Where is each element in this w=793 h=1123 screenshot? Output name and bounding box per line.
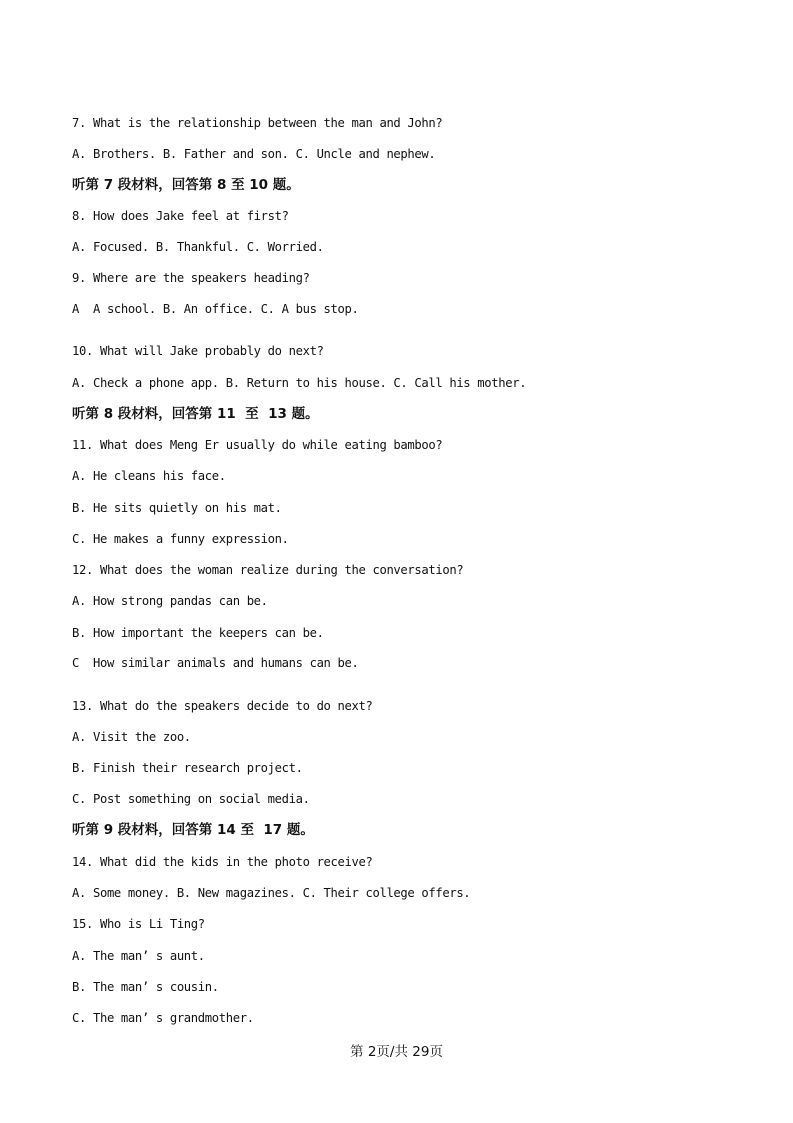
question-8: 8. How does Jake feel at first? [72,209,289,223]
question-12: 12. What does the woman realize during the conversation? [72,563,464,577]
options-14: A. Some money. B. New magazines. C. Their college offers. [72,886,471,900]
question-7: 7. What is the relationship between the man and John? [72,116,443,130]
option-15b: B. The man’ s cousin. [72,980,219,994]
option-13a: A. Visit the zoo. [72,730,191,744]
page-number-footer: 第 2页/共 29页 [350,1044,443,1060]
options-9: A A school. B. An office. C. A bus stop. [72,302,359,316]
question-9: 9. Where are the speakers heading? [72,271,310,285]
option-13c: C. Post something on social media. [72,792,310,806]
option-11a: A. He cleans his face. [72,469,226,483]
option-12b: B. How important the keepers can be. [72,626,324,640]
question-15: 15. Who is Li Ting? [72,917,205,931]
options-8: A. Focused. B. Thankful. C. Worried. [72,240,324,254]
options-10: A. Check a phone app. B. Return to his house. C. Call his mother. [72,376,527,390]
option-15a: A. The man’ s aunt. [72,949,205,963]
question-10: 10. What will Jake probably do next? [72,344,324,358]
section-heading-8: 听第 8 段材料，回答第 11 至 13 题。 [72,406,319,422]
option-11c: C. He makes a funny expression. [72,532,289,546]
option-12a: A. How strong pandas can be. [72,594,268,608]
question-14: 14. What did the kids in the photo receive? [72,855,373,869]
section-heading-9: 听第 9 段材料，回答第 14 至 17 题。 [72,822,314,838]
option-11b: B. He sits quietly on his mat. [72,501,282,515]
option-15c: C. The man’ s grandmother. [72,1011,254,1025]
option-13b: B. Finish their research project. [72,761,303,775]
section-heading-7: 听第 7 段材料，回答第 8 至 10 题。 [72,177,300,193]
option-12c: C How similar animals and humans can be. [72,656,359,670]
question-11: 11. What does Meng Er usually do while eating bamboo? [72,438,443,452]
options-7: A. Brothers. B. Father and son. C. Uncle and nephew. [72,147,436,161]
question-13: 13. What do the speakers decide to do next? [72,699,373,713]
